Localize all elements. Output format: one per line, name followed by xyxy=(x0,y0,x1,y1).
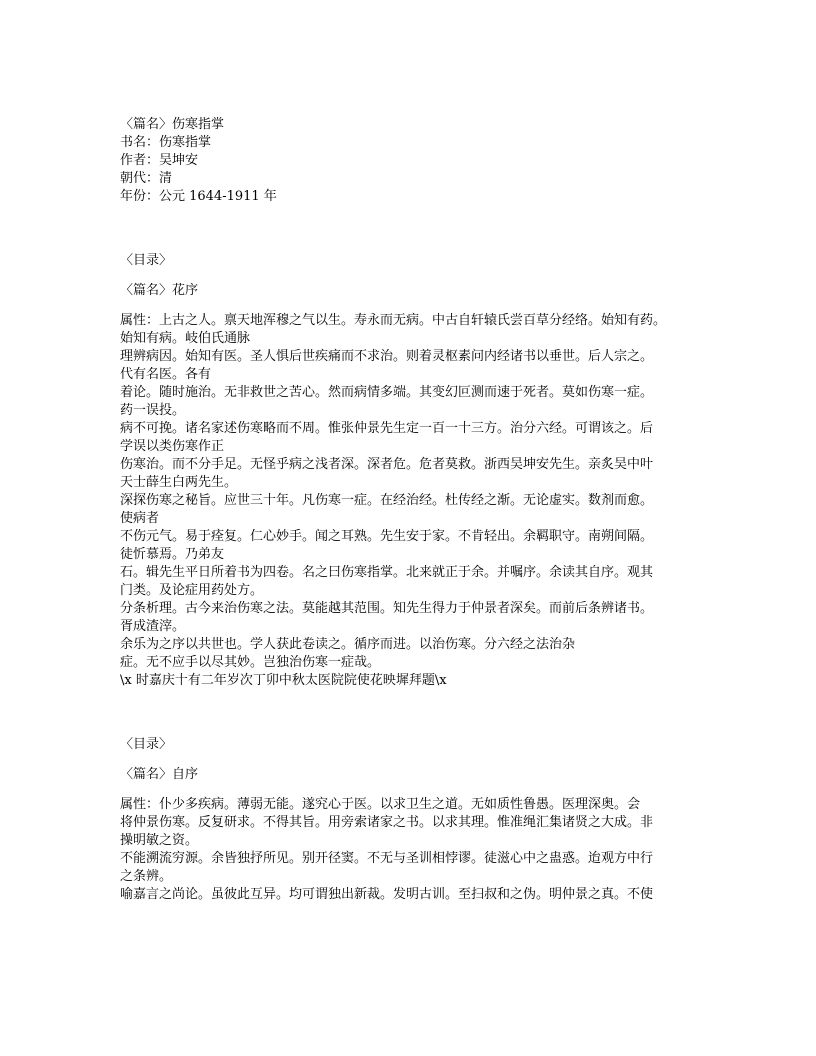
body-line: 使病者 xyxy=(120,511,160,526)
body-line: 不能溯流穷源。余皆独抒所见。别开径窦。不无与圣训相悖谬。徒滋心中之蛊惑。迨观方中行 xyxy=(120,851,654,866)
body-line: 始知有病。岐伯氏通脉 xyxy=(120,331,251,346)
body-line: 代有名医。各有 xyxy=(120,367,212,382)
body-line: 着论。随时施治。无非救世之苦心。然而病情多端。其变幻叵测而速于死者。莫如伤寒一症。 xyxy=(120,385,654,400)
body-line: 喻嘉言之尚论。虽彼此互异。均可谓独出新裁。发明古训。至扫叔和之伪。明仲景之真。不使 xyxy=(120,887,654,902)
spacer xyxy=(120,690,702,736)
body-line: 理辨病因。始知有医。圣人惧后世疾痛而不求治。则着灵枢素问内经诸书以垂世。后人宗之。 xyxy=(120,349,654,364)
body-line: 徒忻慕焉。乃弟友 xyxy=(120,547,225,562)
book-name: 书名：伤寒指掌 xyxy=(120,135,212,150)
spacer xyxy=(120,206,702,252)
section-preface-hua xyxy=(120,252,702,690)
title-tag: 〈篇名〉伤寒指掌 xyxy=(120,117,225,132)
toc-heading: 〈目录〉 xyxy=(120,253,173,268)
header-block xyxy=(120,116,702,206)
body-line: 操明敏之资。 xyxy=(120,833,199,848)
body-line: 之条辨。 xyxy=(120,869,173,884)
body-line: 属性：上古之人。禀天地浑穆之气以生。寿永而无病。中古自轩辕氏尝百草分经络。始知有药。 xyxy=(120,313,667,328)
body-line: 不伤元气。易于痊复。仁心妙手。闻之耳熟。先生安于家。不肯轻出。余羁职守。南朔间隔。 xyxy=(120,529,654,544)
body-line: 症。无不应手以尽其妙。岂独治伤寒一症哉。 xyxy=(120,655,381,670)
body-line: 将仲景伤寒。反复研求。不得其旨。用旁索诸家之书。以求其理。惟准绳汇集诸贤之大成。非 xyxy=(120,815,654,830)
body-line: 分条析理。古今来治伤寒之法。莫能越其范围。知先生得力于仲景者深矣。而前后条辨诸书。 xyxy=(120,601,654,616)
body-line: 伤寒治。而不分手足。无怪乎病之浅者深。深者危。危者莫救。浙西吴坤安先生。亲炙吴中叶 xyxy=(120,457,654,472)
section-body xyxy=(120,312,702,690)
signature-line: \x 时嘉庆十有二年岁次丁卯中秋太医院院使花映墀拜题\x xyxy=(120,673,447,688)
body-line: 余乐为之序以共世也。学人获此卷读之。循序而进。以治伤寒。分六经之法治杂 xyxy=(120,637,576,652)
body-line: 深探伤寒之秘旨。应世三十年。凡伤寒一症。在经治经。杜传经之渐。无论虚实。数剂而愈。 xyxy=(120,493,654,508)
body-line: 属性：仆少多疾病。薄弱无能。遂究心于医。以求卫生之道。无如质性鲁愚。医理深奥。会 xyxy=(120,797,641,812)
body-line: 病不可挽。诸名家述伤寒略而不周。惟张仲景先生定一百一十三方。治分六经。可谓该之。后 xyxy=(120,421,654,436)
body-line: 天士薛生白两先生。 xyxy=(120,475,238,490)
body-line: 学误以类伤寒作正 xyxy=(120,439,225,454)
body-line: 胥成渣滓。 xyxy=(120,619,186,634)
section-title: 〈篇名〉花序 xyxy=(120,283,199,298)
section-preface-self xyxy=(120,736,702,904)
section-title: 〈篇名〉自序 xyxy=(120,767,199,782)
author: 作者：吴坤安 xyxy=(120,153,199,168)
body-line: 石。辑先生平日所着书为四卷。名之曰伤寒指掌。北来就正于余。并嘱序。余读其自序。观其 xyxy=(120,565,654,580)
body-line: 门类。及论症用药处方。 xyxy=(120,583,264,598)
body-line: 药一误投。 xyxy=(120,403,186,418)
section-body xyxy=(120,796,702,904)
year: 年份：公元 1644-1911 年 xyxy=(120,189,277,204)
dynasty: 朝代：清 xyxy=(120,171,173,186)
toc-heading: 〈目录〉 xyxy=(120,737,173,752)
document-page xyxy=(120,116,702,904)
